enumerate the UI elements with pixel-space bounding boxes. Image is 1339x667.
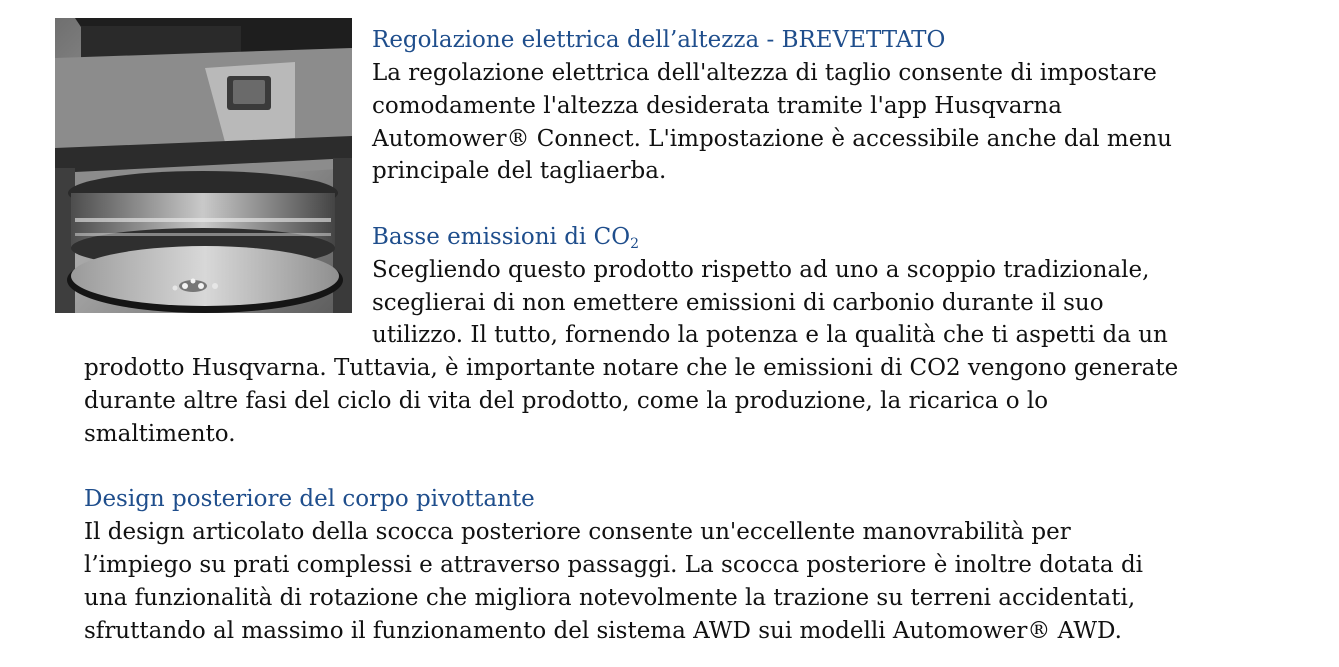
heading-text: Basse emissioni di CO [372,224,631,250]
paragraph-line: l’impiego su prati complessi e attraverso passaggi. La scocca posteriore è inoltre dotata di [84,552,1144,578]
paragraph-line: principale del tagliaerba. [372,158,667,184]
paragraph-line: una funzionalità di rotazione che migliora notevolmente la trazione su terreni accidentati, [84,585,1136,611]
paragraph-line: Scegliendo questo prodotto rispetto ad uno a scoppio tradizionale, [372,257,1150,283]
paragraph-line: Il design articolato della scocca posteriore consente un'eccellente manovrabilità per [84,519,1071,545]
paragraph-line: Automower® Connect. L'impostazione è accessibile anche dal menu [372,126,1172,152]
paragraph-line: sfruttando al massimo il funzionamento del sistema AWD sui modelli Automower® AWD. [84,618,1122,644]
paragraph-line: smaltimento. [84,421,236,447]
paragraph-line: utilizzo. Il tutto, fornendo la potenza e la qualità che ti aspetti da un [372,322,1168,348]
cutting-height-mechanism-image [55,18,352,313]
paragraph-line: prodotto Husqvarna. Tuttavia, è importante notare che le emissioni di CO2 vengono generate [84,355,1179,381]
section-heading-height-adjustment: Regolazione elettrica dell’altezza - BREVETTATO [372,27,946,53]
section-heading-low-emissions [372,221,639,257]
paragraph-line: comodamente l'altezza desiderata tramite l'app Husqvarna [372,93,1062,119]
paragraph-line: La regolazione elettrica dell'altezza di taglio consente di impostare [372,60,1157,86]
paragraph-line: sceglierai di non emettere emissioni di carbonio durante il suo [372,290,1104,316]
section-heading-pivoting-body: Design posteriore del corpo pivottante [84,486,535,512]
heading-subscript: 2 [630,236,639,252]
paragraph-line: durante altre fasi del ciclo di vita del prodotto, come la produzione, la ricarica o lo [84,388,1049,414]
